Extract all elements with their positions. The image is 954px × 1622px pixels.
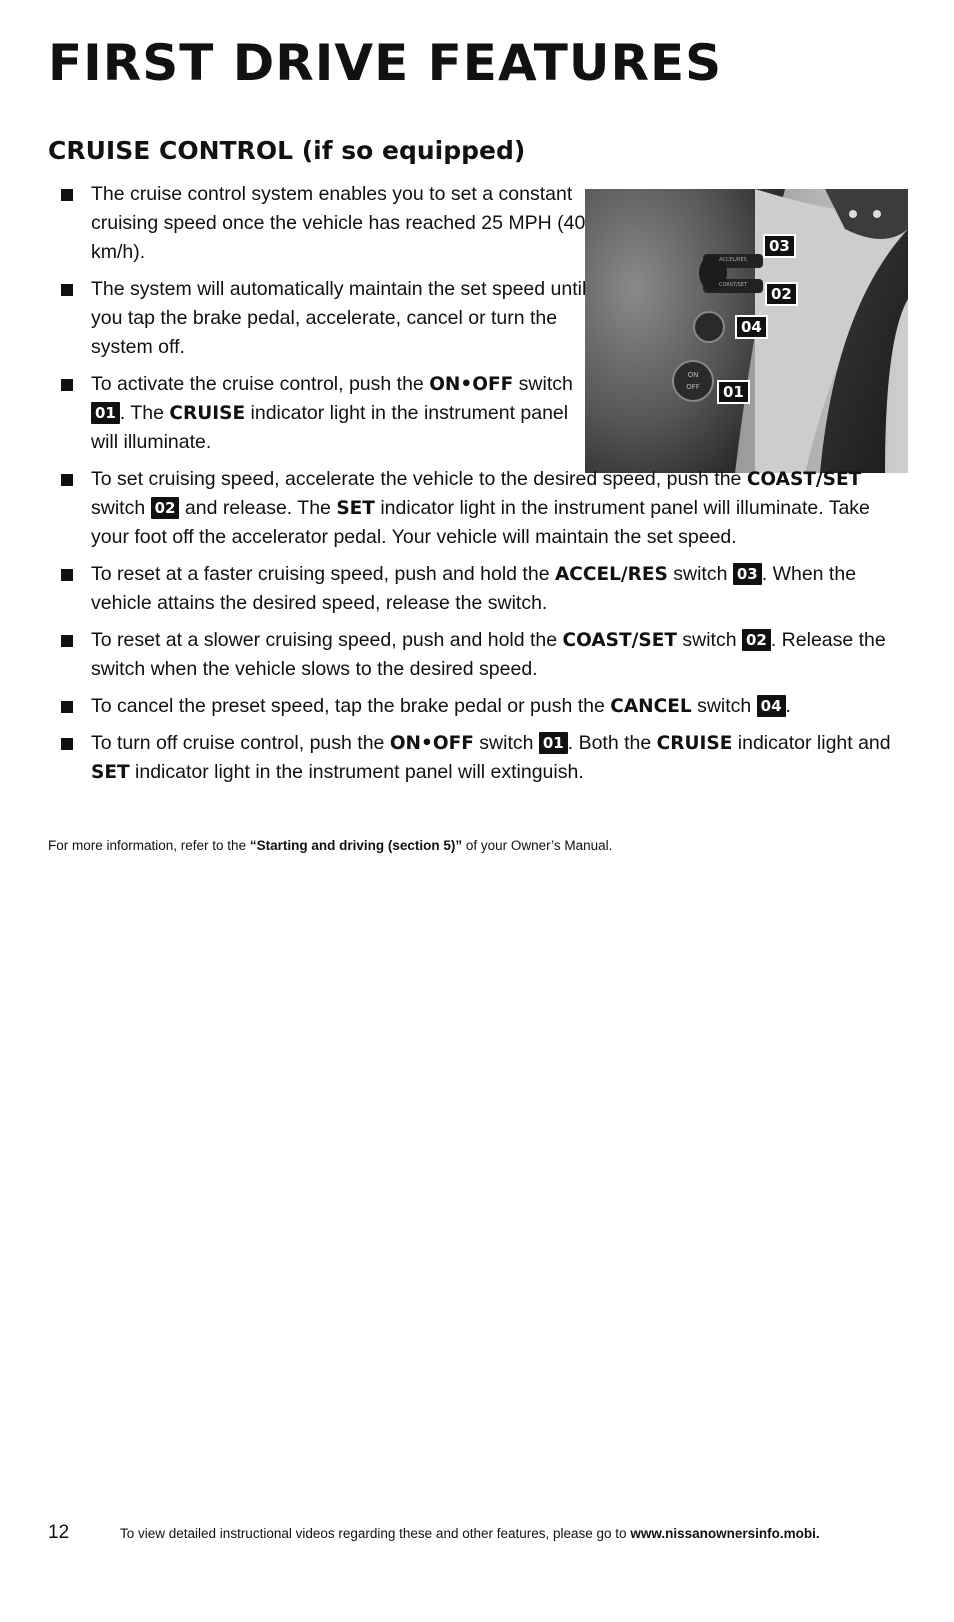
callout-tag-01: 01 bbox=[539, 732, 568, 754]
callout-tag-02: 02 bbox=[151, 497, 180, 519]
text-run: To activate the cruise control, push the bbox=[91, 373, 430, 395]
bullet-square-icon bbox=[61, 701, 73, 713]
callout-01: 01 bbox=[717, 380, 750, 404]
text-run: switch bbox=[676, 629, 742, 651]
keyword-cruise: CRUISE bbox=[169, 403, 246, 424]
list-item bbox=[58, 626, 908, 684]
list-item bbox=[58, 560, 908, 618]
text-run: . Release the switch when the vehicle slows to the desired speed. bbox=[91, 629, 886, 680]
text-run: . Both the bbox=[567, 732, 657, 754]
keyword-set: SET bbox=[91, 762, 130, 783]
keyword-coast-set: COAST/SET bbox=[562, 630, 677, 651]
bullet-square-icon bbox=[61, 738, 73, 750]
bullet-text: The system will automatically maintain the set speed until you tap the brake pedal, accelerate, cancel or turn the system off. bbox=[91, 278, 587, 358]
text-run: To reset at a faster cruising speed, push and hold the bbox=[91, 563, 555, 585]
bullet-square-icon bbox=[61, 189, 73, 201]
callout-03: 03 bbox=[763, 234, 796, 258]
footer-link[interactable]: www.nissanownersinfo.mobi. bbox=[630, 1526, 820, 1541]
text-run: indicator light in the instrument panel will illuminate. bbox=[91, 402, 569, 453]
off-label: OFF bbox=[686, 383, 700, 391]
coast-set-label: COAST/SET bbox=[718, 282, 748, 288]
keyword-on-off: ON•OFF bbox=[389, 733, 474, 754]
on-label: ON bbox=[687, 371, 699, 379]
text-run: To reset at a slower cruising speed, push and hold the bbox=[91, 629, 563, 651]
text-run: switch bbox=[473, 732, 539, 754]
text-run: and release. The bbox=[179, 497, 337, 519]
callout-tag-02: 02 bbox=[742, 629, 771, 651]
text-run: indicator light in the instrument panel will extinguish. bbox=[129, 761, 584, 783]
bullet-text: The cruise control system enables you to set a constant cruising speed once the vehicle has reached 25 MPH (40 km/h). bbox=[91, 183, 586, 263]
keyword-set: SET bbox=[336, 498, 375, 519]
page-title: FIRST DRIVE FEATURES bbox=[48, 34, 723, 92]
instruction-list bbox=[58, 180, 908, 795]
text-run: switch bbox=[91, 497, 151, 519]
bullet-square-icon bbox=[61, 379, 73, 391]
reference-note bbox=[48, 838, 612, 853]
callout-tag-04: 04 bbox=[757, 695, 786, 717]
keyword-on-off: ON•OFF bbox=[429, 374, 514, 395]
text-run: switch bbox=[691, 695, 757, 717]
list-item bbox=[58, 692, 908, 721]
footer-note bbox=[120, 1526, 820, 1541]
list-item bbox=[58, 275, 591, 362]
bullet-square-icon bbox=[61, 284, 73, 296]
text-run: switch bbox=[667, 563, 733, 585]
list-item bbox=[58, 729, 908, 787]
callout-02: 02 bbox=[765, 282, 798, 306]
note-reference: “Starting and driving (section 5)” bbox=[249, 838, 463, 853]
text-run: indicator light in the instrument panel will illuminate. Take your foot off the accelerator pedal. Your vehicle will maintain the set speed. bbox=[91, 497, 870, 548]
callout-tag-01: 01 bbox=[91, 402, 120, 424]
footer-text: To view detailed instructional videos regarding these and other features, please go to bbox=[120, 1526, 631, 1541]
note-suffix: of your Owner’s Manual. bbox=[462, 838, 613, 853]
list-item bbox=[58, 180, 591, 267]
keyword-accel-res: ACCEL/RES bbox=[554, 564, 668, 585]
text-run: . The bbox=[119, 402, 170, 424]
keyword-coast-set: COAST/SET bbox=[746, 469, 862, 490]
keyword-cancel: CANCEL bbox=[610, 696, 692, 717]
text-run: indicator light and bbox=[732, 732, 891, 754]
page-number: 12 bbox=[48, 1522, 70, 1543]
keyword-cruise: CRUISE bbox=[656, 733, 733, 754]
callout-04: 04 bbox=[735, 315, 768, 339]
text-run: switch bbox=[513, 373, 573, 395]
text-run: To cancel the preset speed, tap the brake pedal or push the bbox=[91, 695, 611, 717]
text-run: To set cruising speed, accelerate the vehicle to the desired speed, push the bbox=[91, 468, 747, 490]
list-item bbox=[58, 370, 591, 457]
bullet-square-icon bbox=[61, 569, 73, 581]
accel-res-label: ACCEL/RES bbox=[719, 257, 747, 263]
text-run: To turn off cruise control, push the bbox=[91, 732, 390, 754]
section-title: CRUISE CONTROL (if so equipped) bbox=[48, 136, 526, 165]
list-item bbox=[58, 465, 908, 552]
text-run: . bbox=[785, 695, 791, 717]
bullet-square-icon bbox=[61, 635, 73, 647]
callout-tag-03: 03 bbox=[733, 563, 762, 585]
bullet-square-icon bbox=[61, 474, 73, 486]
note-prefix: For more information, refer to the bbox=[48, 838, 250, 853]
text-run: . When the vehicle attains the desired speed, release the switch. bbox=[91, 563, 857, 614]
